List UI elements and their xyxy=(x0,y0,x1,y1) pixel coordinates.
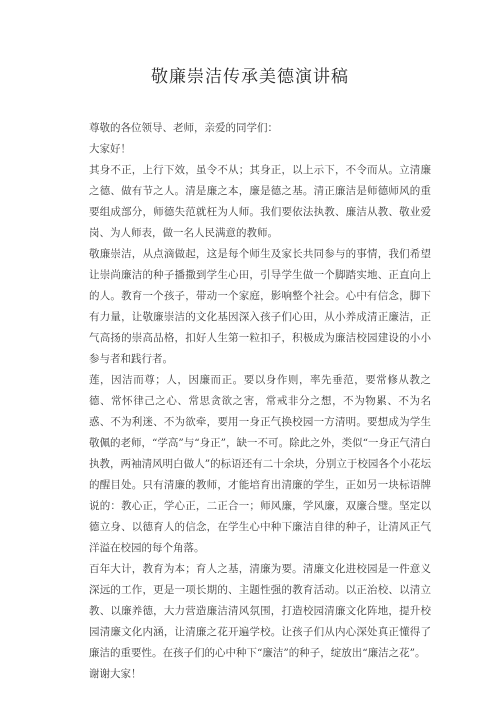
body-paragraph-4: 百年大计，教育为本；育人之基，清廉为要。清廉文化进校园是一件意义深远的工作，更是一项长期的、主题性强的教育活动。以正治校、以清立教、以廉养德，大力营造廉洁清风氛围，打造校园清廉文化阵地，提升校园清廉文化内涵，让清廉之花开遍学校。让孩子们从内心深处真正懂得了廉洁的重要性。在孩子们的心中种下“廉洁”的种子，绽放出“廉洁之花”。 xyxy=(89,563,431,659)
document-body xyxy=(89,118,431,685)
salutation-paragraph: 尊敬的各位领导、老师，亲爱的同学们： xyxy=(89,122,278,134)
closing-paragraph: 谢谢大家！ xyxy=(89,668,142,680)
body-paragraph-3: 莲，因洁而尊；人，因廉而正。要以身作则，率先垂范，要常修从教之德、常怀律己之心、常思贪欲之害，常戒非分之想，不为物累、不为名惑、不为利迷、不为欲牵，要用一身正气换校园一方清明。要想成为学生敬佩的老师，“学高”与“身正”，缺一不可。除此之外，类似“一身正气清白执教，两袖清风明白做人”的标语还有二十余块，分别立于校园各个小花坛的醒目处。只有清廉的教师，才能培育出清廉的学生，正如另一块标语牌说的：教心正，学心正，二正合一；师风廉，学风廉，双廉合璧。坚定以德立身、以德育人的信念，在学生心中种下廉洁自律的种子，让清风正气洋溢在校园的每个角落。 xyxy=(89,374,431,554)
document-title: 敬廉崇洁传承美德演讲稿 xyxy=(151,67,349,87)
greeting-paragraph: 大家好！ xyxy=(89,143,131,155)
body-paragraph-1: 其身不正，上行下效，虽令不从；其身正，以上示下，不令而从。立清廉之德、做有节之人。清是廉之本，廉是德之基。清正廉洁是师德师风的重要组成部分，师德失范就枉为人师。我们要依法执教、廉洁从教、敬业爱岗、为人师表，做一名人民满意的教师。 xyxy=(89,164,431,239)
body-paragraph-2: 敬廉崇洁，从点滴做起，这是每个师生及家长共同参与的事情，我们希望让崇尚廉洁的种子播撒到学生心田，引导学生做一个脚踏实地、正直向上的人。教育一个孩子，带动一个家庭，影响整个社会。心中有信念，脚下有力量，让敬廉崇洁的文化基因深入孩子们心田，从小养成清正廉洁，正气高扬的崇高品格，扣好人生第一粒扣子，积极成为廉洁校园建设的小小参与者和践行者。 xyxy=(89,248,431,365)
